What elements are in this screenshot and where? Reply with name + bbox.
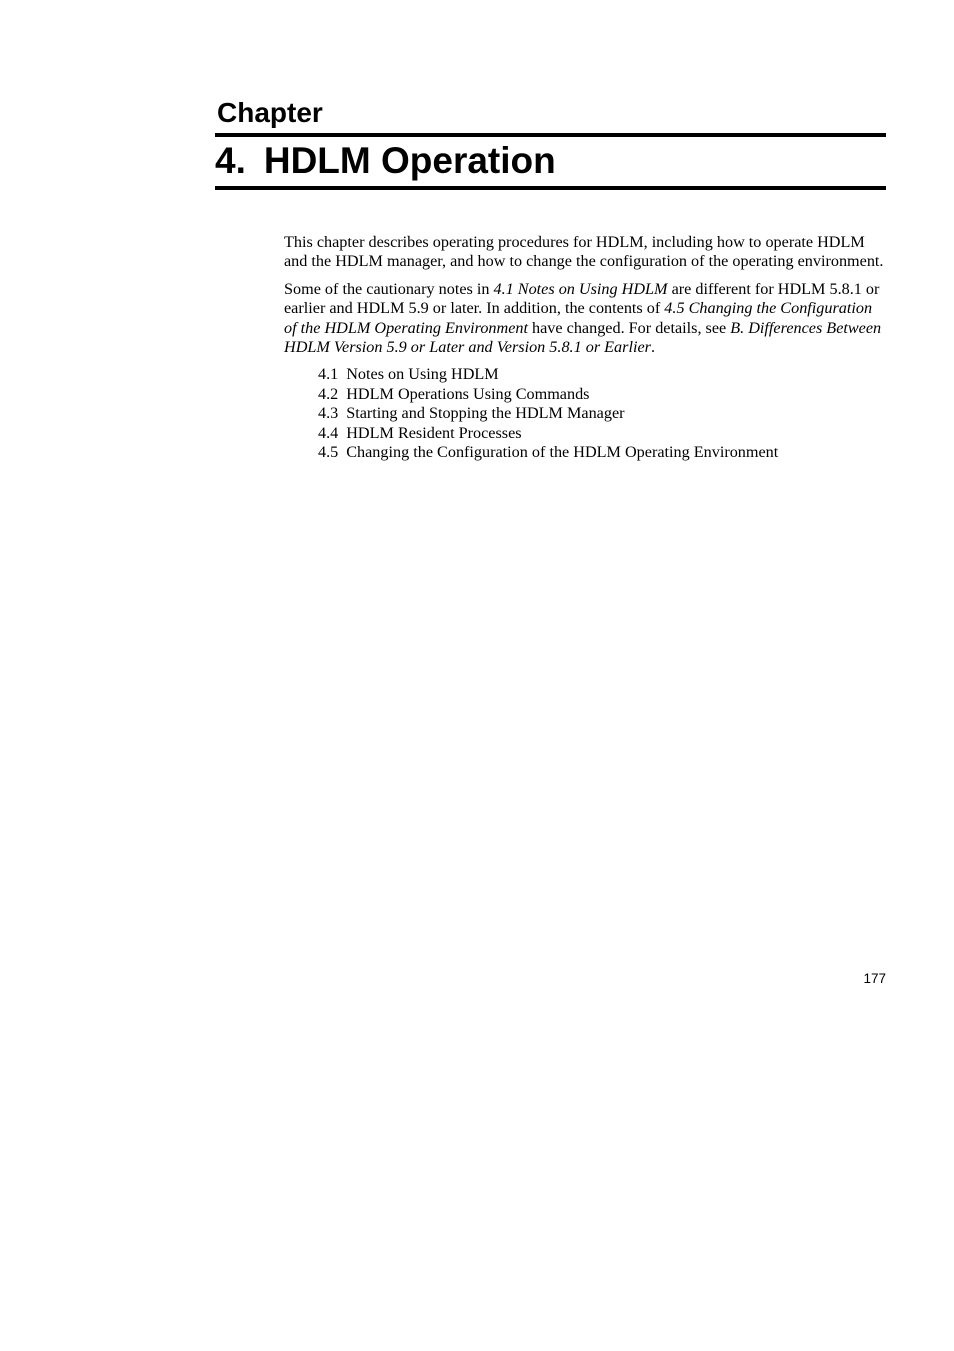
- intro-paragraph-1: This chapter describes operating procedures for HDLM, including how to operate HDLM and the HDLM manager, and how to change the configuration of the operating environment.: [284, 233, 884, 271]
- cross-reference-configuration[interactable]: 4.5 Changing the Configuration of the HDLM Operating Environment: [284, 299, 873, 337]
- chapter-title-text: HDLM Operation: [263, 140, 556, 181]
- toc-item-title: Notes on Using HDLM: [346, 365, 499, 384]
- page-number: 177: [863, 971, 886, 986]
- toc-item-title: HDLM Operations Using Commands: [346, 384, 590, 403]
- toc-item-title: Changing the Configuration of the HDLM Operating Environment: [346, 443, 779, 462]
- cross-reference-appendix-b[interactable]: B. Differences Between HDLM Version 5.9 or Later and Version 5.8.1 or Earlier: [284, 318, 882, 357]
- intro-text-3: have changed. For details, see: [527, 318, 731, 337]
- toc-item-number: 4.3: [318, 404, 339, 423]
- chapter-label: Chapter: [217, 97, 323, 128]
- intro-text-2: are different for HDLM 5.8.1 or earlier and HDLM 5.9 or later. In addition, the contents of: [284, 279, 880, 318]
- toc-item-number: 4.1: [318, 365, 339, 384]
- intro-text-4: .: [650, 338, 655, 357]
- chapter-top-rule: [215, 133, 886, 137]
- cross-reference-notes[interactable]: 4.1 Notes on Using HDLM: [493, 279, 668, 298]
- toc-item[interactable]: [318, 365, 888, 384]
- chapter-title: [215, 138, 556, 184]
- intro-text-1: Some of the cautionary notes in: [284, 279, 494, 298]
- toc-item[interactable]: [318, 385, 888, 404]
- toc-item[interactable]: [318, 424, 888, 443]
- intro-paragraph-2: [284, 280, 888, 358]
- toc-item-number: 4.2: [318, 384, 339, 403]
- toc-item-title: Starting and Stopping the HDLM Manager: [346, 404, 625, 423]
- chapter-number: 4.: [215, 140, 246, 181]
- toc-item-title: HDLM Resident Processes: [346, 423, 522, 442]
- toc-item[interactable]: [318, 443, 888, 462]
- toc-item[interactable]: [318, 404, 888, 423]
- chapter-bottom-rule: [215, 186, 886, 190]
- chapter-intro: [284, 233, 888, 462]
- toc-item-number: 4.5: [318, 443, 339, 462]
- chapter-contents-list: [284, 365, 888, 462]
- toc-item-number: 4.4: [318, 423, 339, 442]
